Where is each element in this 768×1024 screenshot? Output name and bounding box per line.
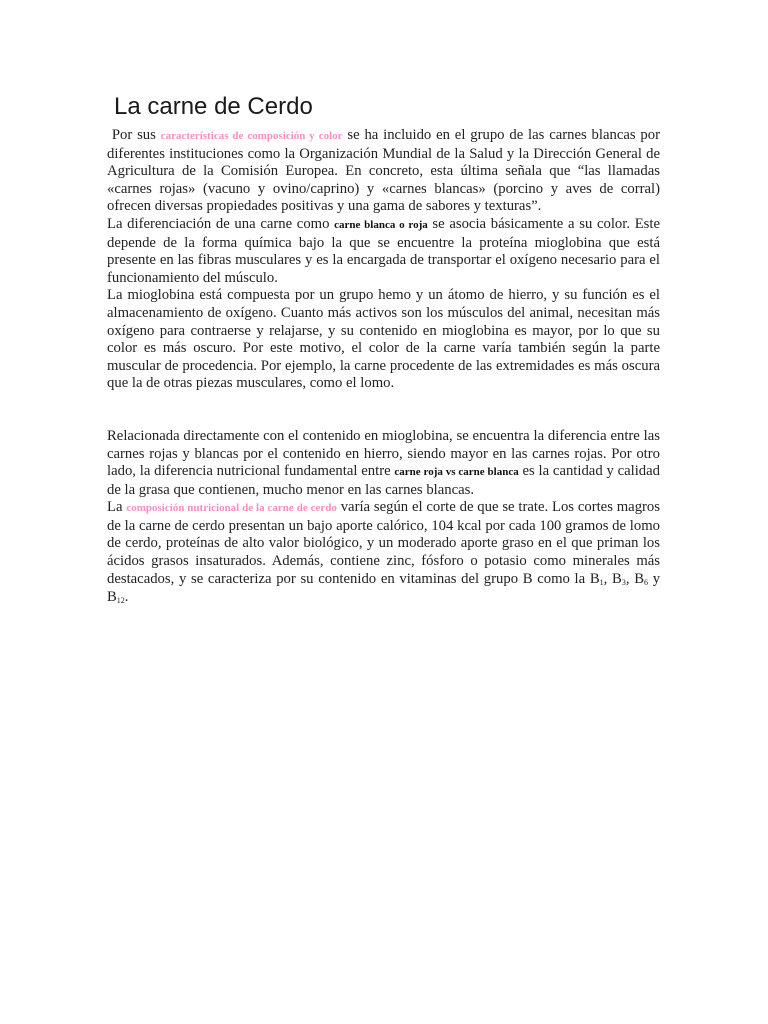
paragraph-5-text-end: . — [124, 589, 129, 606]
vitamin-subscript-6: 6 — [644, 577, 648, 587]
paragraph-4-text-start: Relacionada directamente con el contenido en mioglobina, se encuentra la diferencia entre las carnes rojas y blancas por el contenido en hierro, siendo mayor en las carnes rojas. Por otro lado, la diferencia nutricional fundamental entre — [107, 427, 660, 480]
paragraph-2-text-start: La diferenciación de una carne como — [107, 215, 335, 232]
link-composicion-nutricional[interactable]: composición nutricional de la carne de cerdo — [126, 502, 337, 515]
vitamin-separator-2: , B — [625, 570, 644, 587]
paragraph-2-text-end: se asocia básicamente a su color. Este depende de la forma química bajo la que se encuentre la proteína mioglobina que está presente en las fibras musculares y es la encargada de transportar el oxígeno necesario para el funcionamiento del músculo. — [107, 215, 660, 286]
vitamin-subscript-1: 1 — [599, 577, 604, 587]
paragraph-2 — [107, 216, 660, 287]
paragraph-1 — [107, 127, 660, 216]
vitamin-subscript-3: 3 — [621, 577, 626, 587]
vitamin-subscript-12: 12 — [116, 596, 125, 606]
link-caracteristicas[interactable]: características de composición y color — [160, 130, 343, 142]
paragraph-5-text-middle: varía según el corte de que se trate. Los cortes magros de la carne de cerdo presentan un bajo aporte calórico, 104 kcal por cada 100 gramos de lomo de cerdo, proteínas de alto valor biológico, y un moderado aporte graso en el que priman los ácidos grasos insaturados. Además, contiene zinc, fósforo o potasio como minerales más destacados, y se caracteriza por su contenido en vitaminas del grupo B como la B — [107, 499, 660, 587]
paragraph-gap — [107, 393, 660, 428]
emphasis-carne-roja-vs-blanca: carne roja vs carne blanca — [394, 466, 519, 479]
paragraph-5 — [107, 499, 660, 608]
vitamin-separator-3: y B — [107, 570, 661, 606]
vitamin-separator-1: , B — [603, 570, 622, 587]
page-title: La carne de Cerdo — [114, 93, 313, 120]
paragraph-4 — [107, 428, 660, 499]
emphasis-carne-blanca-o-roja: carne blanca o roja — [334, 218, 428, 231]
paragraph-1-text-end: se ha incluido en el grupo de las carnes blancas por diferentes instituciones como la Organización Mundial de la Salud y la Dirección General de Agricultura de la Comisión Europea. En concreto, esta última señala que “las llamadas «carnes rojas» (vacuno y ovino/caprino) y «carnes blancas» (porcino y aves de corral) ofrecen diversas propiedades positivas y una gama de sabores y texturas”. — [107, 127, 660, 215]
paragraph-1-text-start: Por sus — [111, 127, 161, 143]
paragraph-5-text-start: La — [107, 499, 127, 516]
document-page — [107, 92, 660, 608]
paragraph-3: La mioglobina está compuesta por un grupo hemo y un átomo de hierro, y su función es el almacenamiento de oxígeno. Cuanto más activos son los músculos del animal, necesitan más oxígeno para contraerse y relajarse, y su contenido en mioglobina es mayor, por lo que su color es más oscuro. Por este motivo, el color de la carne varía también según la parte muscular de procedencia. Por ejemplo, la carne procedente de las extremidades es más oscura que la de otras piezas musculares, como el lomo. — [107, 287, 660, 392]
paragraph-4-text-end: es la cantidad y calidad de la grasa que contienen, mucho menor en las carnes blancas. — [107, 463, 661, 498]
